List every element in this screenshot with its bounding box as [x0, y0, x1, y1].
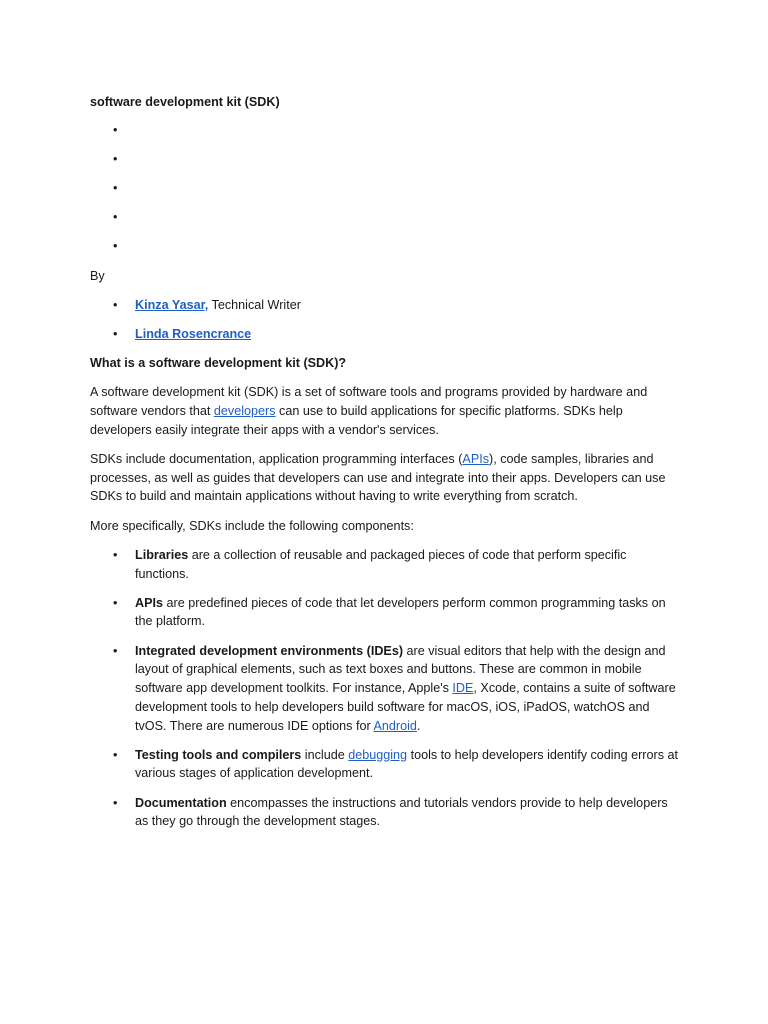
- component-testing: [135, 746, 682, 783]
- components-list: [90, 546, 682, 831]
- debugging-link[interactable]: debugging: [348, 747, 408, 762]
- paragraph-components-intro: More specifically, SDKs include the following components:: [90, 518, 414, 533]
- document-body: [90, 93, 682, 842]
- text: are predefined pieces of code that let developers perform common programming tasks on the platform.: [135, 595, 666, 629]
- empty-bullet: [135, 208, 682, 227]
- term: Testing tools and compilers: [135, 747, 302, 762]
- text: tools to help developers identify coding errors at various stages of application development.: [135, 747, 678, 781]
- author-link-kinza-yasar[interactable]: Kinza Yasar,: [135, 297, 209, 312]
- empty-bullet: [135, 121, 682, 140]
- empty-bullet: [135, 237, 682, 256]
- text: include: [301, 747, 349, 762]
- section-heading-text: What is a software development kit (SDK)?: [90, 356, 347, 371]
- term: APIs: [135, 595, 163, 610]
- component-libraries: [135, 546, 682, 583]
- text: are visual editors that help with the design and layout of graphical elements, such as text boxes and buttons. These are common in mobile software app development toolkits. For instance, Apple's: [135, 643, 666, 696]
- author-role: Technical Writer: [208, 297, 301, 312]
- text: ), code samples, libraries and processes, as well as guides that developers can use and integrate into their apps. Developers can use SDKs to build and maintain applications without having to write everything from scratch.: [90, 452, 666, 504]
- section-heading: [90, 354, 682, 373]
- component-documentation: [135, 794, 682, 831]
- author-item: [135, 296, 682, 315]
- component-ides: [135, 642, 682, 736]
- paragraph-contents: [90, 450, 682, 506]
- term: Integrated development environments (IDEs): [135, 643, 404, 658]
- ide-link[interactable]: IDE: [452, 681, 474, 696]
- android-link[interactable]: Android: [373, 718, 417, 733]
- author-list: [90, 296, 682, 344]
- component-apis: [135, 594, 682, 631]
- text: are a collection of reusable and packaged pieces of code that perform specific functions.: [135, 547, 627, 581]
- developers-link[interactable]: developers: [213, 404, 276, 419]
- empty-bullet: [135, 179, 682, 198]
- empty-bullet-list: [90, 121, 682, 256]
- term: Documentation: [135, 795, 227, 810]
- text: SDKs include documentation, application programming interfaces (: [90, 452, 463, 467]
- text: A software development kit (SDK) is a set of software tools and programs provided by hardware and software vendors that: [90, 385, 648, 419]
- text: encompasses the instructions and tutorials vendors provide to help developers as they go through the development stages.: [135, 795, 668, 829]
- author-item: [135, 325, 682, 344]
- term: Libraries: [135, 547, 189, 562]
- author-link-linda-rosencrance[interactable]: Linda Rosencrance: [135, 327, 252, 342]
- empty-bullet: [135, 150, 682, 169]
- paragraph-definition: [90, 383, 682, 439]
- by-label: By: [90, 268, 105, 283]
- text: .: [416, 718, 421, 733]
- document-title: software development kit (SDK): [90, 95, 280, 109]
- apis-link[interactable]: APIs: [462, 452, 490, 467]
- text: , Xcode, contains a suite of software development tools to help developers build software for macOS, iOS, iPadOS, watchOS and tvOS. There are numerous IDE options for: [135, 681, 676, 733]
- text: can use to build applications for specific platforms. SDKs help developers easily integrate their apps with a vendor's services.: [90, 404, 623, 437]
